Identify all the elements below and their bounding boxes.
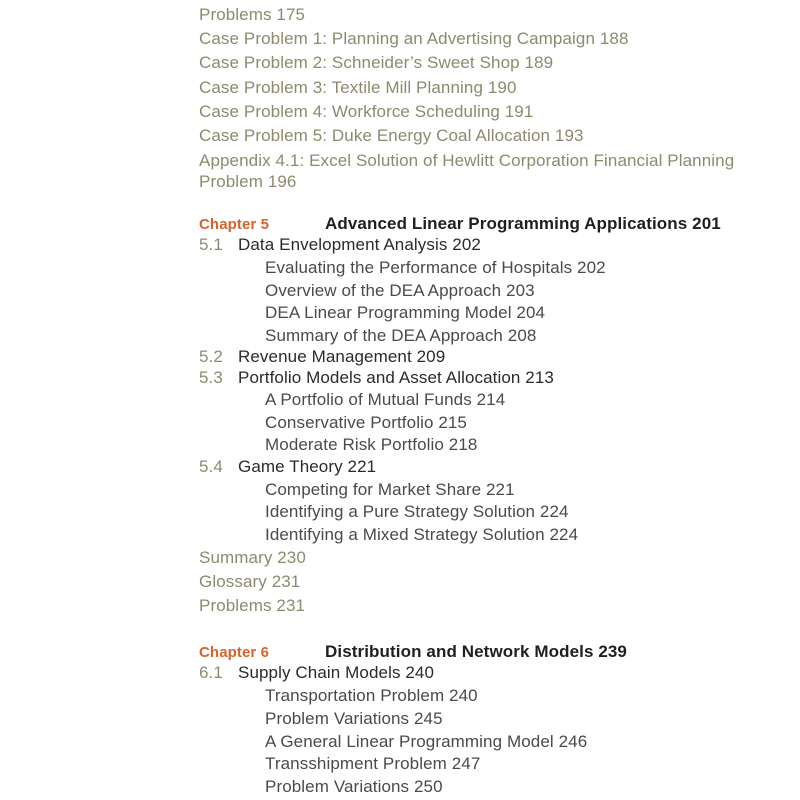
toc-entry[interactable]: Case Problem 1: Planning an Advertising Campaign 188 (199, 29, 629, 48)
subsection-entry[interactable]: Transshipment Problem 247 (265, 754, 481, 773)
subsection-entry[interactable]: Transportation Problem 240 (265, 686, 478, 705)
subsection-entry[interactable]: Problem Variations 245 (265, 709, 443, 728)
subsection-entry[interactable]: Identifying a Mixed Strategy Solution 224 (265, 525, 579, 544)
chapter-title[interactable]: Distribution and Network Models 239 (325, 642, 627, 661)
toc-entry[interactable]: Problems 231 (199, 596, 306, 615)
chapter-title[interactable]: Advanced Linear Programming Applications 201 (325, 214, 721, 233)
subsection-entry[interactable]: Identifying a Pure Strategy Solution 224 (265, 502, 569, 521)
toc-entry[interactable]: Summary 230 (199, 548, 306, 567)
section-number: 5.4 (199, 457, 223, 476)
section-title[interactable]: Game Theory 221 (238, 457, 377, 476)
toc-entry[interactable]: Case Problem 4: Workforce Scheduling 191 (199, 102, 534, 121)
subsection-entry[interactable]: A Portfolio of Mutual Funds 214 (265, 390, 506, 409)
subsection-entry[interactable]: Moderate Risk Portfolio 218 (265, 435, 478, 454)
toc-entry[interactable]: Glossary 231 (199, 572, 301, 591)
subsection-entry[interactable]: Overview of the DEA Approach 203 (265, 281, 535, 300)
section-title[interactable]: Data Envelopment Analysis 202 (238, 235, 481, 254)
toc-entry[interactable]: Problem 196 (199, 172, 297, 191)
section-title[interactable]: Portfolio Models and Asset Allocation 213 (238, 368, 554, 387)
chapter-label: Chapter 5 (199, 216, 270, 233)
subsection-entry[interactable]: Competing for Market Share 221 (265, 480, 515, 499)
toc-entry[interactable]: Case Problem 2: Schneider’s Sweet Shop 189 (199, 53, 554, 72)
section-number: 5.1 (199, 235, 223, 254)
section-title[interactable]: Supply Chain Models 240 (238, 663, 435, 682)
chapter-label: Chapter 6 (199, 644, 270, 661)
toc-entry[interactable]: Case Problem 5: Duke Energy Coal Allocation 193 (199, 126, 584, 145)
section-number: 5.3 (199, 368, 223, 387)
toc-entry[interactable]: Appendix 4.1: Excel Solution of Hewlitt Corporation Financial Planning (199, 151, 735, 170)
subsection-entry[interactable]: Summary of the DEA Approach 208 (265, 326, 537, 345)
section-number: 5.2 (199, 347, 223, 366)
subsection-entry[interactable]: A General Linear Programming Model 246 (265, 732, 588, 751)
subsection-entry[interactable]: Conservative Portfolio 215 (265, 413, 467, 432)
toc-entry[interactable]: Case Problem 3: Textile Mill Planning 190 (199, 78, 517, 97)
section-title[interactable]: Revenue Management 209 (238, 347, 446, 366)
subsection-entry[interactable]: DEA Linear Programming Model 204 (265, 303, 546, 322)
section-number: 6.1 (199, 663, 223, 682)
toc-entry[interactable]: Problems 175 (199, 5, 306, 24)
subsection-entry[interactable]: Problem Variations 250 (265, 777, 443, 796)
subsection-entry[interactable]: Evaluating the Performance of Hospitals 202 (265, 258, 606, 277)
